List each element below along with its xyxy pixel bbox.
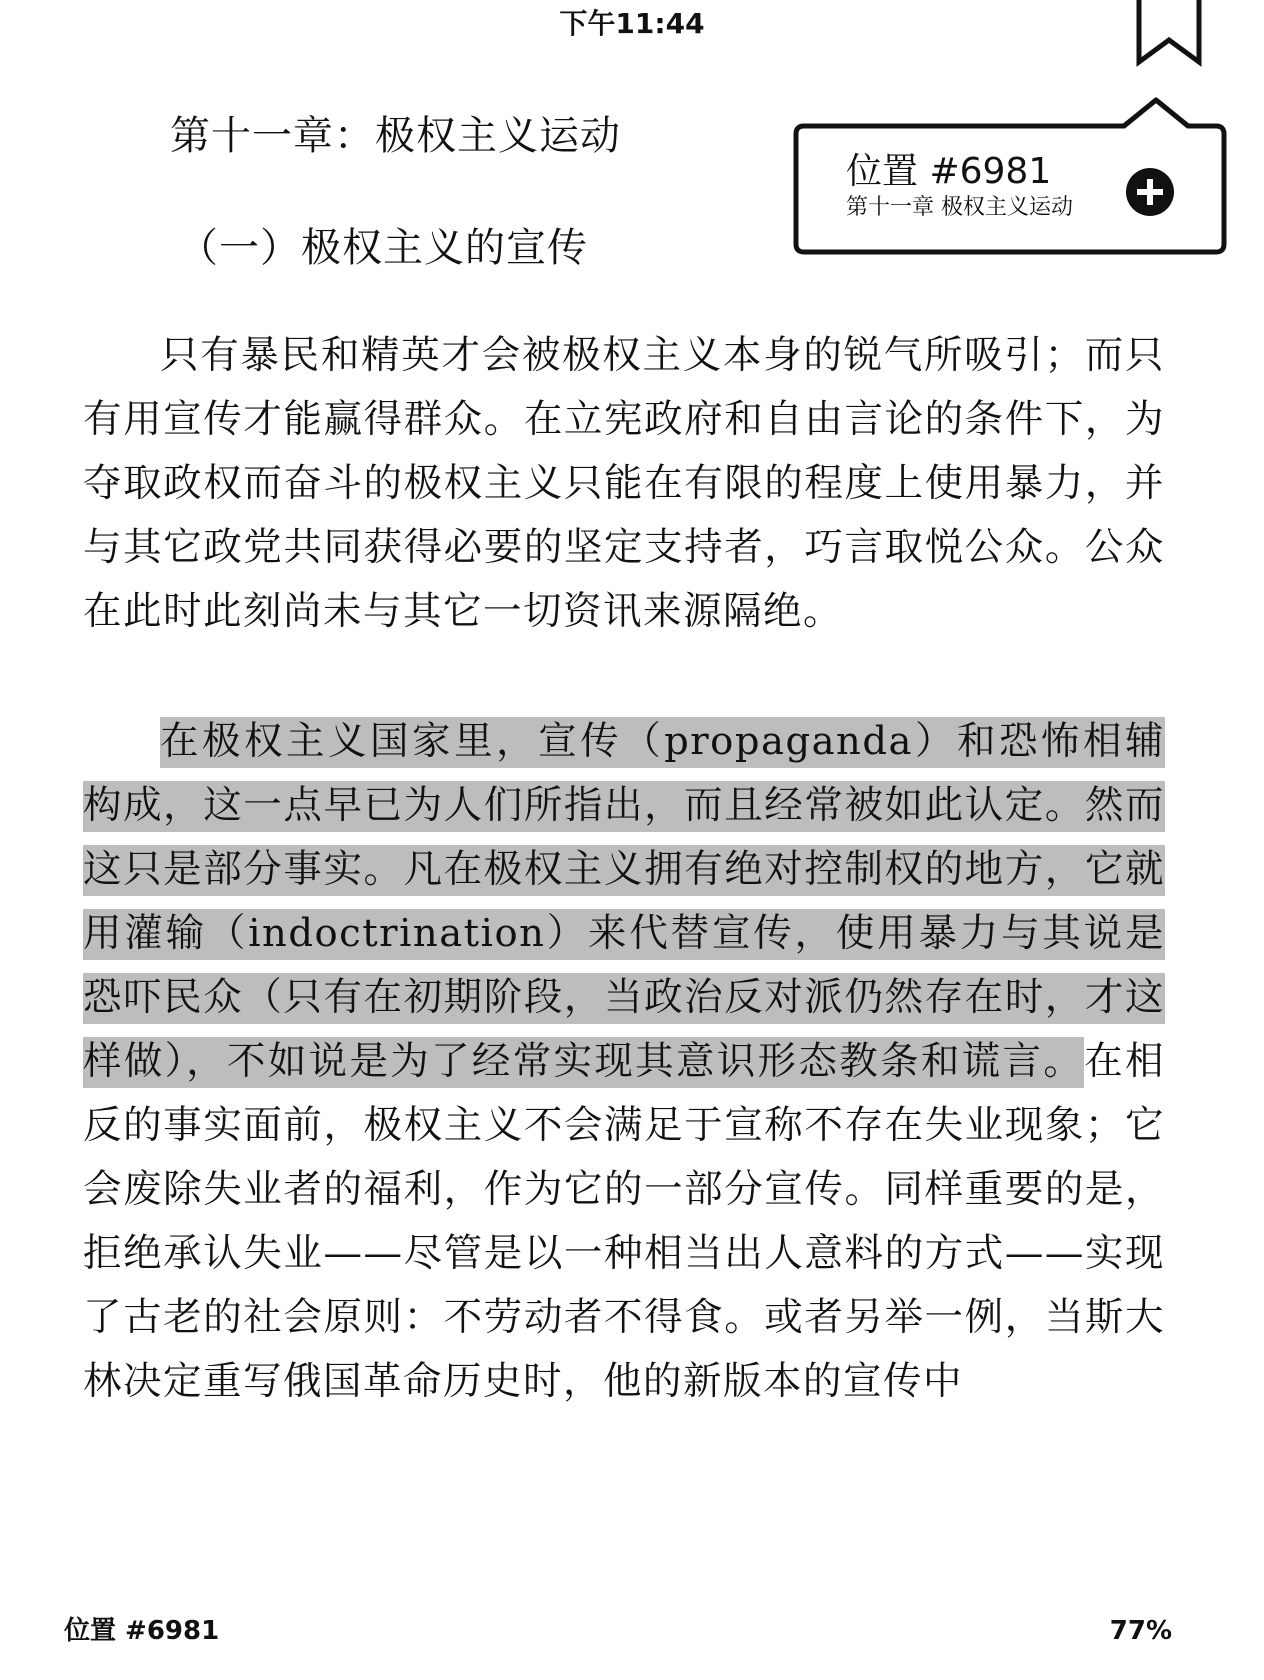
popup-chapter-name: 第十一章 极权主义运动: [846, 195, 1073, 220]
footer-location: 位置 #6981: [64, 1616, 220, 1646]
add-note-button[interactable]: [1126, 168, 1174, 216]
paragraph: 只有暴民和精英才会被极权主义本身的锐气所吸引；而只有用宣传才能赢得群众。在立宪政府和自由言论的条件下，为夺取政权而奋斗的极权主义只能在有限的程度上使用暴力，并与其它政党共同获得必要的坚定支持者，巧言取悦公众。公众在此时此刻尚未与其它一切资讯来源隔绝。: [83, 333, 1165, 634]
section-title: （一）极权主义的宣传: [178, 225, 588, 271]
chapter-title: 第十一章：极权主义运动: [170, 113, 621, 159]
popup-location-number: 位置 #6981: [846, 151, 1052, 192]
status-time: 下午11:44: [559, 7, 705, 40]
paragraph-text: 在相反的事实面前，极权主义不会满足于宣称不存在失业现象；它会废除失业者的福利，作为它的一部分宣传。同样重要的是，拒绝承认失业——尽管是以一种相当出人意料的方式——实现了古老的社会原则：不劳动者不得食。或者另举一例，当斯大林决定重写俄国革命历史时，他的新版本的宣传中: [83, 1039, 1165, 1404]
reading-progress: 77%: [1109, 1616, 1172, 1646]
location-popup[interactable]: [790, 96, 1230, 262]
paragraph: [83, 710, 1165, 1414]
book-text: [83, 324, 1165, 1414]
bookmark-icon[interactable]: [1136, 0, 1202, 70]
plus-circle-icon: [1126, 168, 1174, 216]
highlighted-passage[interactable]: 在极权主义国家里，宣传（propaganda）和恐怖相辅构成，这一点早已为人们所指出，而且经常被如此认定。然而这只是部分事实。凡在极权主义拥有绝对控制权的地方，它就用灌输（indoctrination）来代替宣传，使用暴力与其说是恐吓民众（只有在初期阶段，当政治反对派仍然存在时，才这样做），不如说是为了经常实现其意识形态教条和谎言。: [83, 717, 1165, 1088]
